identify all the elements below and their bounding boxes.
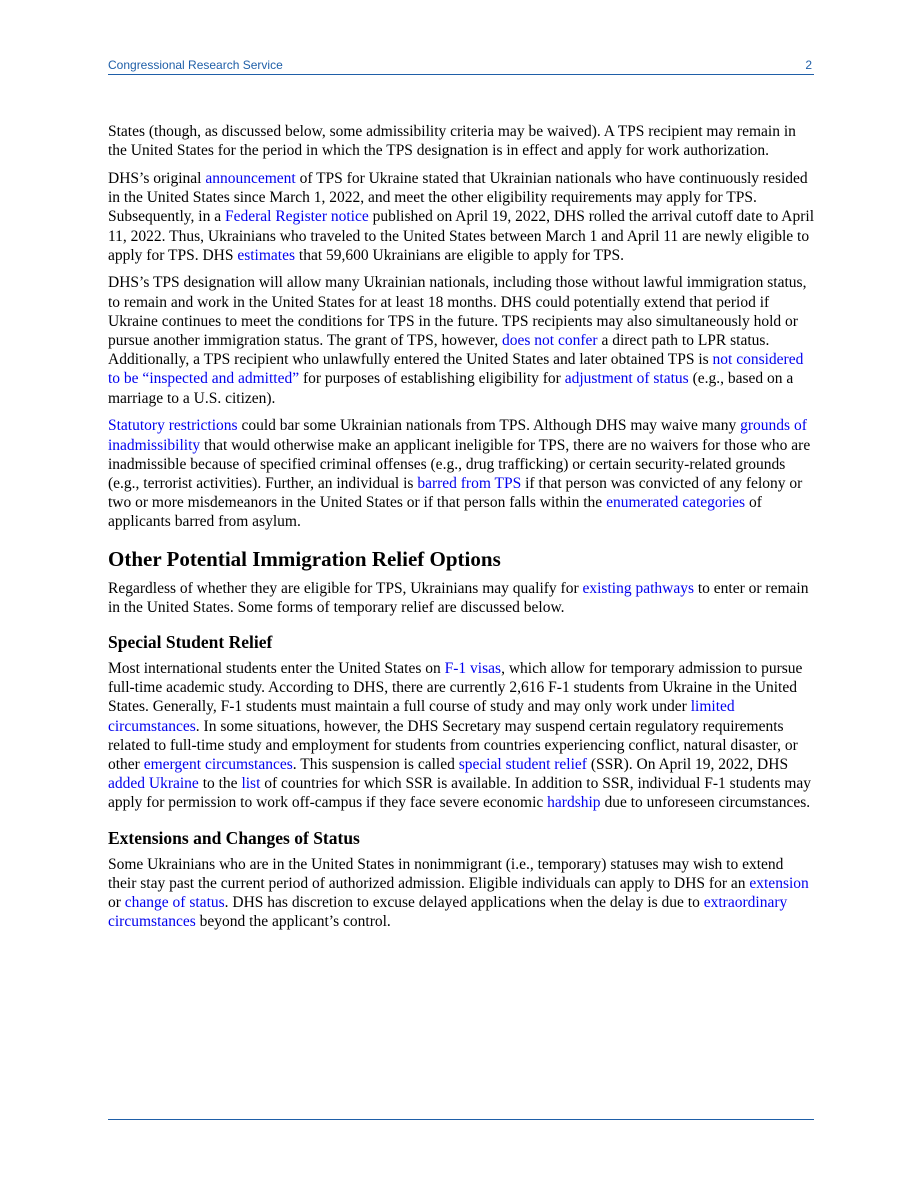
text-span: , which allow for temporary admission to pursue full-time academic study. According to DHS, there are currently 2,616 F-1 students from Ukraine in the United States. Generally, F-1 students must maintain a full course of study and may only work under [108, 659, 803, 716]
link-grounds-of-inadmissibility[interactable]: grounds of inadmissibility [108, 417, 807, 454]
text-span: of TPS for Ukraine stated that Ukrainian nationals who have continuously resided in the United States since March 1, 2022, and meet the other eligibility requirements may apply for TPS. Subsequently, in a [108, 169, 808, 226]
text-span: that 59,600 Ukrainians are eligible to apply for TPS. [295, 246, 625, 264]
text-span: of applicants barred from asylum. [108, 494, 762, 531]
paragraph-tps-designation [108, 273, 814, 407]
link-list[interactable]: list [241, 775, 261, 793]
paragraph-f1-students [108, 659, 814, 813]
text-span: . This suspension is called [292, 755, 459, 773]
running-header [108, 58, 814, 75]
link-barred-from-tps[interactable]: barred from TPS [417, 474, 522, 492]
link-f1-visas[interactable]: F-1 visas [444, 659, 502, 677]
link-limited-circumstances[interactable]: limited circumstances [108, 698, 735, 735]
text-span: Most international students enter the United States on [108, 659, 445, 677]
link-emergent-circumstances[interactable]: emergent circumstances [143, 755, 293, 773]
text-span: (e.g., based on a marriage to a U.S. citizen). [108, 370, 794, 407]
paragraph-existing-pathways [108, 579, 814, 617]
header-organization: Congressional Research Service [108, 58, 283, 72]
link-existing-pathways[interactable]: existing pathways [582, 579, 694, 597]
link-federal-register-notice[interactable]: Federal Register notice [224, 208, 369, 226]
link-hardship[interactable]: hardship [547, 794, 601, 812]
link-added-ukraine[interactable]: added Ukraine [108, 775, 199, 793]
link-extension[interactable]: extension [749, 874, 809, 892]
link-statutory-restrictions[interactable]: Statutory restrictions [108, 417, 238, 435]
text-span: DHS’s TPS designation will allow many Ukrainian nationals, including those without lawful immigration status, to remain and work in the United States for at least 18 months. DHS could potentially extend that period if Ukraine continues to meet the conditions for TPS in the future. TPS recipients may also simultaneously hold or pursue another immigration status. The grant of TPS, however, [108, 274, 807, 350]
page-number: 2 [805, 58, 812, 72]
link-adjustment-of-status[interactable]: adjustment of status [564, 370, 689, 388]
text-span: for purposes of establishing eligibility for [299, 370, 565, 388]
link-special-student-relief[interactable]: special student relief [458, 755, 587, 773]
text-span: . In some situations, however, the DHS Secretary may suspend certain regulatory requirements related to full-time study and employment for students from countries experiencing conflict, natural disaster, or other [108, 717, 798, 773]
text-span: a direct path to LPR status. Additionally, a TPS recipient who unlawfully entered the United States and later obtained TPS is [108, 332, 770, 369]
text-span: if that person was convicted of any felony or two or more misdemeanors in the United States or if that person falls within the [108, 474, 803, 512]
text-span: of countries for which SSR is available. In addition to SSR, individual F-1 students may apply for permission to work off-campus if they face severe economic [108, 775, 812, 812]
text-span: States (though, as discussed below, some admissibility criteria may be waived). A TPS recipient may remain in the United States for the period in which the TPS designation is in effect and apply for work authorization. [108, 123, 796, 160]
text-span: to the [198, 775, 242, 793]
text-span: DHS’s original [108, 169, 206, 187]
link-inspected-and-admitted[interactable]: not considered to be “inspected and admitted” [108, 351, 804, 388]
text-span: Some Ukrainians who are in the United States in nonimmigrant (i.e., temporary) statuses may wish to extend their stay past the current period of authorized admission. Eligible individuals can apply to DHS for an [108, 855, 784, 892]
text-span: could bar some Ukrainian nationals from TPS. Although DHS may waive many [237, 417, 741, 435]
heading-other-relief-options: Other Potential Immigration Relief Options [108, 546, 501, 571]
paragraph-extensions [108, 855, 814, 932]
text-span: or [108, 894, 125, 911]
link-announcement[interactable]: announcement [205, 169, 296, 187]
text-span: Regardless of whether they are eligible for TPS, Ukrainians may qualify for [108, 579, 583, 597]
text-span: . DHS has discretion to excuse delayed applications when the delay is due to [224, 894, 704, 911]
link-change-of-status[interactable]: change of status [124, 894, 225, 911]
paragraph-tps-work [108, 122, 814, 160]
link-enumerated-categories[interactable]: enumerated categories [606, 494, 746, 512]
text-span: to enter or remain in the United States. Some forms of temporary relief are discussed below. [108, 579, 809, 616]
paragraph-tps-announcement [108, 169, 814, 265]
document-body [108, 122, 814, 940]
text-span: beyond the applicant’s control. [195, 913, 391, 931]
heading-special-student-relief: Special Student Relief [108, 631, 273, 652]
heading-extensions-and-changes: Extensions and Changes of Status [108, 827, 360, 848]
text-span: due to unforeseen circumstances. [600, 794, 811, 812]
link-does-not-confer[interactable]: does not confer [502, 332, 598, 350]
link-extraordinary-circumstances[interactable]: extraordinary circumstances [108, 894, 788, 931]
footer-rule [108, 1119, 814, 1120]
paragraph-statutory-restrictions [108, 416, 814, 531]
text-span: published on April 19, 2022, DHS rolled the arrival cutoff date to April 11, 2022. Thus, Ukrainians who traveled to the United States between March 1 and April 11 are newly eligible to apply for TPS. DHS [108, 208, 815, 264]
text-span: that would otherwise make an applicant ineligible for TPS, there are no waivers for those who are inadmissible because of specified criminal offenses (e.g., drug trafficking) or certain security-related grounds (e.g., terrorist activities). Further, an individual is [108, 436, 811, 492]
text-span: (SSR). On April 19, 2022, DHS [586, 755, 789, 773]
link-estimates[interactable]: estimates [237, 246, 296, 264]
